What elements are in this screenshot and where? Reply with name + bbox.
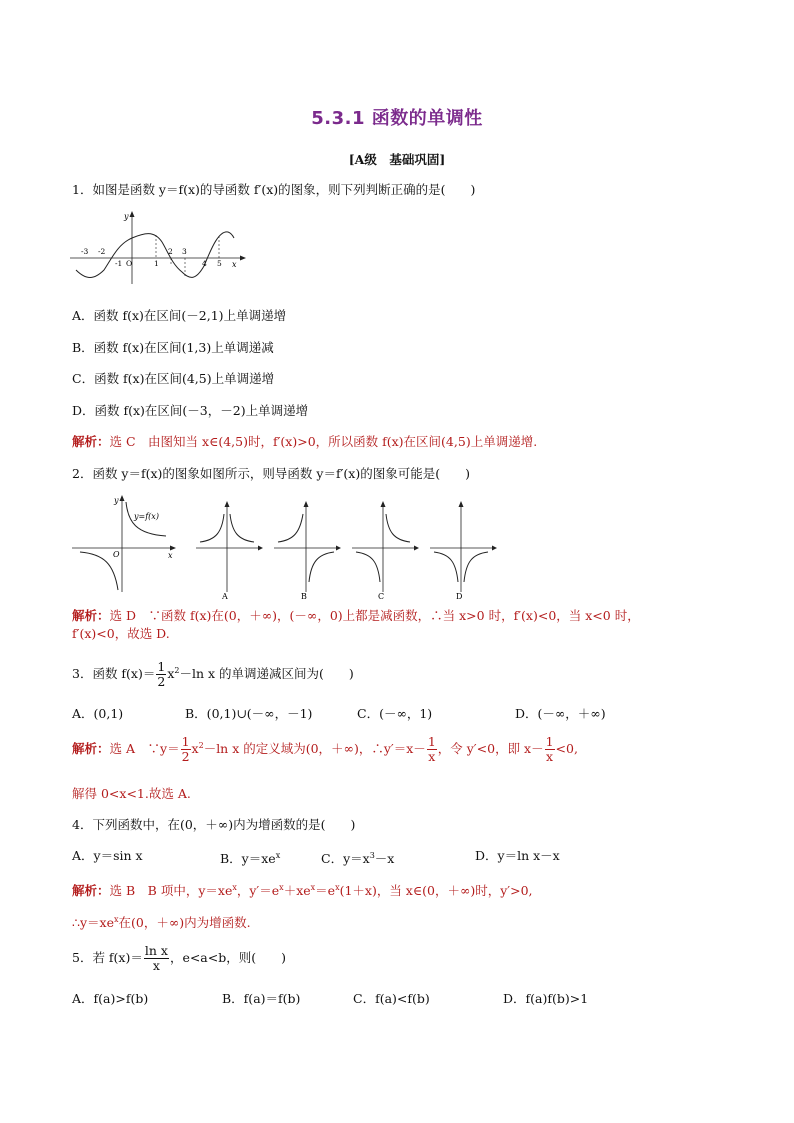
q3-sol-a: 选 A ∵y＝ [109,741,180,756]
q4-option-c-tail: －x [374,851,395,867]
q4-option-c-sup: 3 [369,851,375,860]
q1-origin: O [126,259,133,268]
q4-sol-line2-b: 在(0，＋∞)内为增函数. [118,915,251,931]
q2-main-graph [72,495,176,592]
q4-option-b-sup: x [275,851,281,860]
q4-sol-d: ＝e [315,883,336,899]
q2-curve-label: y=f(x) [134,512,159,521]
q2-option-c-letter: C [378,592,385,600]
q1-tick-1: 1 [154,259,159,268]
q1-stem: 1．如图是函数 y＝f(x)的导函数 f′(x)的图象，则下列判断正确的是( ) [72,182,476,197]
q4-sol-b: ，y′＝e [236,883,280,899]
q3-sol-sup: 2 [198,740,204,750]
q3-sol-frac1-num: 1 [181,734,190,749]
q4-sol-e: (1＋x)，当 x∈(0，＋∞)时，y′>0, [339,883,533,899]
q3-frac-den: 2 [157,674,166,689]
q1-solution-key: 解析： [72,434,110,449]
q4-option-c-text: C．y＝x [321,851,370,867]
q1-x-label: x [232,260,237,269]
q2-option-b-graph [274,501,341,600]
q3-option-d: D．(－∞，＋∞) [515,706,606,721]
q1-solution [72,433,537,451]
q3-sol-frac3-den: x [546,749,554,764]
q2-option-a-graph [196,501,263,600]
q3-sol-b: x [191,741,199,756]
q3-sol-c: －ln x 的定义域为(0，＋∞)，∴y′＝x－ [203,741,426,756]
q3-sol-frac3 [545,735,555,764]
q3-stem-a: 3．函数 f(x)＝ [72,666,156,681]
q3-stem [72,660,354,689]
q2-option-c-graph [352,501,419,600]
q4-option-b [220,847,280,868]
q2-stem: 2．函数 y＝f(x)的图象如图所示，则导函数 y＝f′(x)的图象可能是( ) [72,466,470,481]
q2-option-b-letter: B [301,592,307,600]
q1-option-b: B．函数 f(x)在区间(1,3)上单调递减 [72,340,274,355]
q5-frac-den: x [152,958,160,973]
q2-solution-text: 选 D ∵函数 f(x)在(0，＋∞)，(－∞，0)上都是减函数，∴当 x>0 时，f′(x)<0，当 x<0 时， [109,608,640,623]
q1-tick-neg2: -2 [98,247,106,256]
q1-option-d: D．函数 f(x)在区间(－3，－2)上单调递增 [72,403,309,418]
q3-stem-sup: 2 [174,665,180,675]
q1-solution-text: 选 C 由图知当 x∈(4,5)时，f′(x)>0，所以函数 f(x)在区间(4,5)上单调递增. [109,434,538,449]
q4-option-b-text: B．y＝xe [220,851,276,867]
q1-derivative-graph [68,208,248,288]
q4-sol-a: 选 B B 项中，y＝xe [109,883,233,899]
q2-solution-key: 解析： [72,608,110,623]
q2-option-d-letter: D [456,592,463,600]
q3-solution-line1 [72,735,578,764]
q5-stem-a: 5．若 f(x)＝ [72,950,143,965]
q1-tick-3: 3 [182,247,187,256]
q1-tick-neg3: -3 [81,247,89,256]
q3-sol-frac1 [181,735,191,764]
page-title: 5.3.1 函数的单调性 [311,108,483,129]
q3-option-a: A．(0,1) [72,706,124,721]
q5-stem [72,944,286,973]
q3-sol-frac1-den: 2 [181,749,190,764]
q4-option-c [321,847,394,868]
q3-sol-d: ，令 y′<0，即 x－ [437,741,544,756]
q4-stem: 4．下列函数中，在(0，＋∞)内为增函数的是( ) [72,817,356,832]
q4-sol-sup1: x [232,883,237,892]
q4-solution-line2 [72,911,251,932]
q3-option-b: B．(0,1)∪(－∞，－1) [185,706,313,721]
q1-tick-neg1: -1 [115,259,123,268]
q2-graphs [70,492,500,600]
q1-option-a: A．函数 f(x)在区间(－2,1)上单调递增 [72,308,287,323]
q2-option-a-letter: A [222,592,228,600]
section-level: [A级 基础巩固] [348,152,446,167]
q4-sol-sup2: x [279,883,284,892]
q4-sol-sup4: x [335,883,340,892]
q3-stem-c: －ln x 的单调递减区间为( ) [179,666,354,681]
q3-sol-e: <0, [555,741,578,756]
q5-option-b: B．f(a)＝f(b) [222,991,301,1006]
q2-option-d-graph [430,501,497,600]
q4-sol-line2-a: ∴y＝xe [72,915,114,931]
q2-solution-line2: f′(x)<0，故选 D. [72,626,170,641]
q2-solution-line1 [72,607,640,625]
q4-option-d: D．y＝ln x－x [475,848,560,863]
q4-solution-line1 [72,879,533,900]
q1-option-c: C．函数 f(x)在区间(4,5)上单调递增 [72,371,275,386]
q2-main-x: x [168,551,173,560]
q2-main-origin: O [113,550,120,559]
q1-tick-4: 4 [202,259,207,268]
q2-main-y: y [114,496,119,505]
q3-solution-key: 解析： [72,741,110,756]
q5-option-d: D．f(a)f(b)>1 [503,991,589,1006]
q3-stem-b: x [167,666,175,681]
q3-sol-frac2 [427,735,437,764]
q4-sol-sup3: x [310,883,316,892]
q3-solution-line2: 解得 0<x<1.故选 A. [72,786,191,801]
q3-sol-frac2-den: x [428,749,436,764]
q1-y-label: y [124,212,129,221]
q3-sol-frac3-num: 1 [545,734,554,749]
q4-option-a: A．y＝sin x [72,848,143,863]
q1-tick-2: 2 [168,247,173,256]
q3-option-c: C．(－∞，1) [357,706,433,721]
q1-tick-5: 5 [217,259,222,268]
q5-stem-b: ，e<a<b，则( ) [169,950,286,965]
q3-frac-num: 1 [157,659,166,674]
q5-fraction [144,944,169,973]
q5-option-c: C．f(a)<f(b) [353,991,430,1006]
q3-sol-frac2-num: 1 [427,734,436,749]
q3-fraction [156,660,166,689]
q4-solution-key: 解析： [72,883,110,899]
q5-frac-num: ln x [144,943,168,958]
q4-sol-line2-sup: x [113,915,119,924]
q5-option-a: A．f(a)>f(b) [72,991,149,1006]
q4-sol-c: ＋xe [283,883,311,899]
